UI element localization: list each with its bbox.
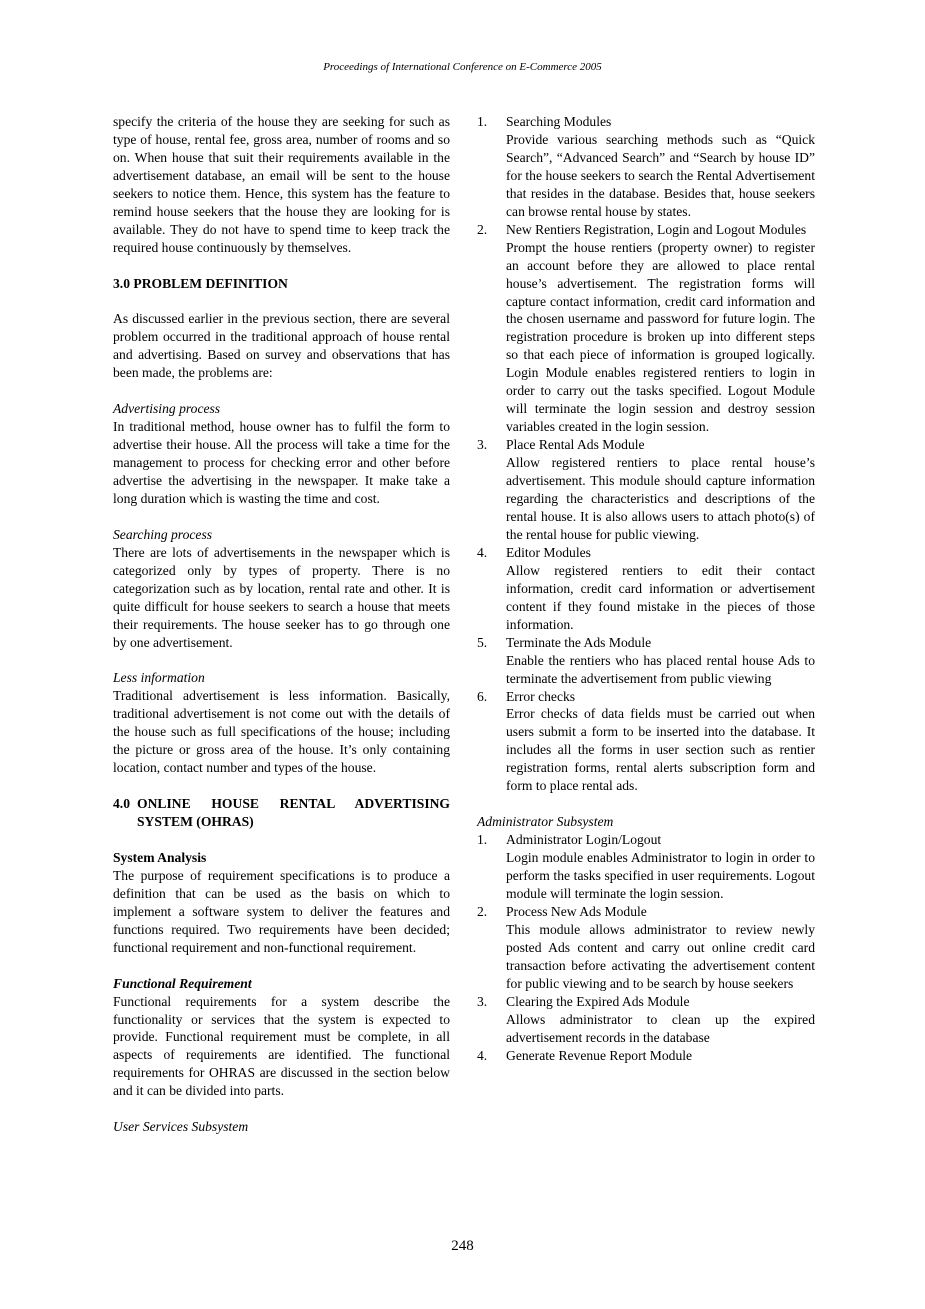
section-4-number: 4.0 xyxy=(113,796,130,812)
system-analysis-heading: System Analysis xyxy=(113,849,207,865)
list-item-number: 2. xyxy=(477,903,488,919)
list-item-title: Place Rental Ads Module xyxy=(506,437,645,453)
advertising-process-text: In traditional method, house owner has to fulfil the form to advertise their house. All the process will take a time for the management to process for checking error and other before advertise the advertising in the newspaper. It make take a long duration which is wasting the time and cost. xyxy=(113,419,450,506)
functional-requirement-heading: Functional Requirement xyxy=(113,975,252,991)
running-header: Proceedings of International Conference on E-Commerce 2005 xyxy=(323,61,602,73)
administrator-subsystem-heading: Administrator Subsystem xyxy=(477,814,614,830)
list-item-desc: Allow registered rentiers to edit their contact information, credit card information or advertisement content if they found mistake in the pieces of those information. xyxy=(506,562,815,632)
list-item-desc: Error checks of data fields must be carried out when users submit a form to be inserted into the database. It includes all the forms in user section such as rentier registration forms, rental alerts subscription form and form to place rental ads. xyxy=(506,706,815,794)
list-item xyxy=(477,436,815,544)
list-item xyxy=(477,688,815,796)
list-item-title: Error checks xyxy=(506,688,576,704)
list-item-title: Process New Ads Module xyxy=(506,903,647,919)
section-4-title: ONLINE HOUSE RENTAL ADVERTISING SYSTEM (OHRAS) xyxy=(137,796,450,830)
list-item xyxy=(477,113,815,221)
list-item-title: New Rentiers Registration, Login and Logout Modules xyxy=(506,221,807,237)
list-item-number: 4. xyxy=(477,1047,488,1063)
list-item xyxy=(477,993,815,1047)
list-item-number: 3. xyxy=(477,993,488,1009)
section-3-heading: 3.0 PROBLEM DEFINITION xyxy=(113,275,288,291)
list-item-title: Administrator Login/Logout xyxy=(506,832,662,848)
list-item xyxy=(477,903,815,993)
administrator-list xyxy=(477,831,815,1064)
left-column xyxy=(113,113,450,1136)
less-information-text: Traditional advertisement is less information. Basically, traditional advertisement is not come out with the details of the house such as full specifications of the house; including the picture or gross area of the house. It’s only containing location, contact number and types of the house. xyxy=(113,688,450,776)
list-item-number: 3. xyxy=(477,437,488,453)
list-item-desc: Prompt the house rentiers (property owner) to register an account before they are allowed to place rental house’s advertisement. The registration forms will capture contact information, credit card information and the chosen username and password for future login. The registration procedure is broken up into different steps so that each piece of information is grouped logically. Login Module enables registered rentiers to login in order to carry out the tasks specified. Logout Module will terminate the login session and destroy session variables created in the login session. xyxy=(506,239,815,435)
list-item-desc: Login module enables Administrator to login in order to perform the tasks specified in user requirements. Logout module will terminate the login session. xyxy=(506,850,815,901)
system-analysis-text: The purpose of requirement specifications is to produce a definition that can be used as the basis on which to implement a software system to deliver the features and functions required. Two requirements have been decided; functional requirement and non-functional requirement. xyxy=(113,867,450,955)
page-number: 248 xyxy=(451,1238,474,1254)
intro-paragraph: specify the criteria of the house they are seeking for such as type of house, rental fee, gross area, number of rooms and so on. When house that suit their requirements available in the advertisement database, an email will be sent to the house seekers to notice them. Hence, this system has the feature to remind house seekers that the house they are looking for is available. They do not have to spend time to keep track the required house continuously by themselves. xyxy=(113,114,450,255)
list-item-number: 4. xyxy=(477,544,488,560)
searching-process-heading: Searching process xyxy=(113,526,213,542)
list-item xyxy=(477,221,815,436)
list-item-desc: Enable the rentiers who has placed rental house Ads to terminate the advertisement from public viewing xyxy=(506,652,815,686)
less-information-heading: Less information xyxy=(113,670,205,686)
list-item xyxy=(477,634,815,688)
list-item-desc: Provide various searching methods such as “Quick Search”, “Advanced Search” and “Search by house ID” for the house seekers to search the Rental Advertisement that resides in the database. Besides that, house seekers can browse rental house by states. xyxy=(506,131,815,219)
list-item-desc: Allows administrator to clean up the expired advertisement records in the database xyxy=(506,1011,815,1045)
list-item-number: 6. xyxy=(477,688,488,704)
list-item-number: 5. xyxy=(477,634,488,650)
list-item-title: Editor Modules xyxy=(506,544,591,560)
searching-process-text: There are lots of advertisements in the newspaper which is categorized only by types of property. There is no categorization such as by location, rental rate and other. It is quite difficult for house seekers to search a house that meets their requirements. The house seeker has to go through one by one advertisement. xyxy=(113,544,450,650)
section-4-heading xyxy=(113,795,450,831)
list-item-number: 2. xyxy=(477,221,488,237)
user-services-heading: User Services Subsystem xyxy=(113,1119,249,1135)
list-item-title: Generate Revenue Report Module xyxy=(506,1047,693,1063)
list-item-title: Searching Modules xyxy=(506,114,612,129)
list-item xyxy=(477,544,815,634)
list-item-title: Clearing the Expired Ads Module xyxy=(506,993,690,1009)
advertising-process-heading: Advertising process xyxy=(113,401,221,417)
list-item xyxy=(477,831,815,903)
list-item xyxy=(477,1047,815,1065)
right-column xyxy=(477,113,815,1065)
user-services-list xyxy=(477,113,815,795)
list-item-desc: Allow registered rentiers to place rental house’s advertisement. This module should capture information regarding the characteristics and descriptions of the rental house. It is also allows users to attach photo(s) of the rental house for public viewing. xyxy=(506,455,815,542)
functional-requirement-text: Functional requirements for a system describe the functionality or services that the system is expected to provide. Functional requirement must be complete, in all aspects of requirements are identified. The functional requirements for OHRAS are discussed in the section below and it can be divided into parts. xyxy=(113,993,450,1099)
list-item-desc: This module allows administrator to review newly posted Ads content and carry out online credit card transaction before activating the advertisement content for public viewing and to be search by house seekers xyxy=(506,921,815,991)
list-item-number: 1. xyxy=(477,832,488,848)
list-item-number: 1. xyxy=(477,114,488,129)
list-item-title: Terminate the Ads Module xyxy=(506,634,652,650)
section-3-intro: As discussed earlier in the previous section, there are several problem occurred in the traditional approach of house rental and advertising. Based on survey and observations that has been made, the problems are: xyxy=(113,311,450,381)
